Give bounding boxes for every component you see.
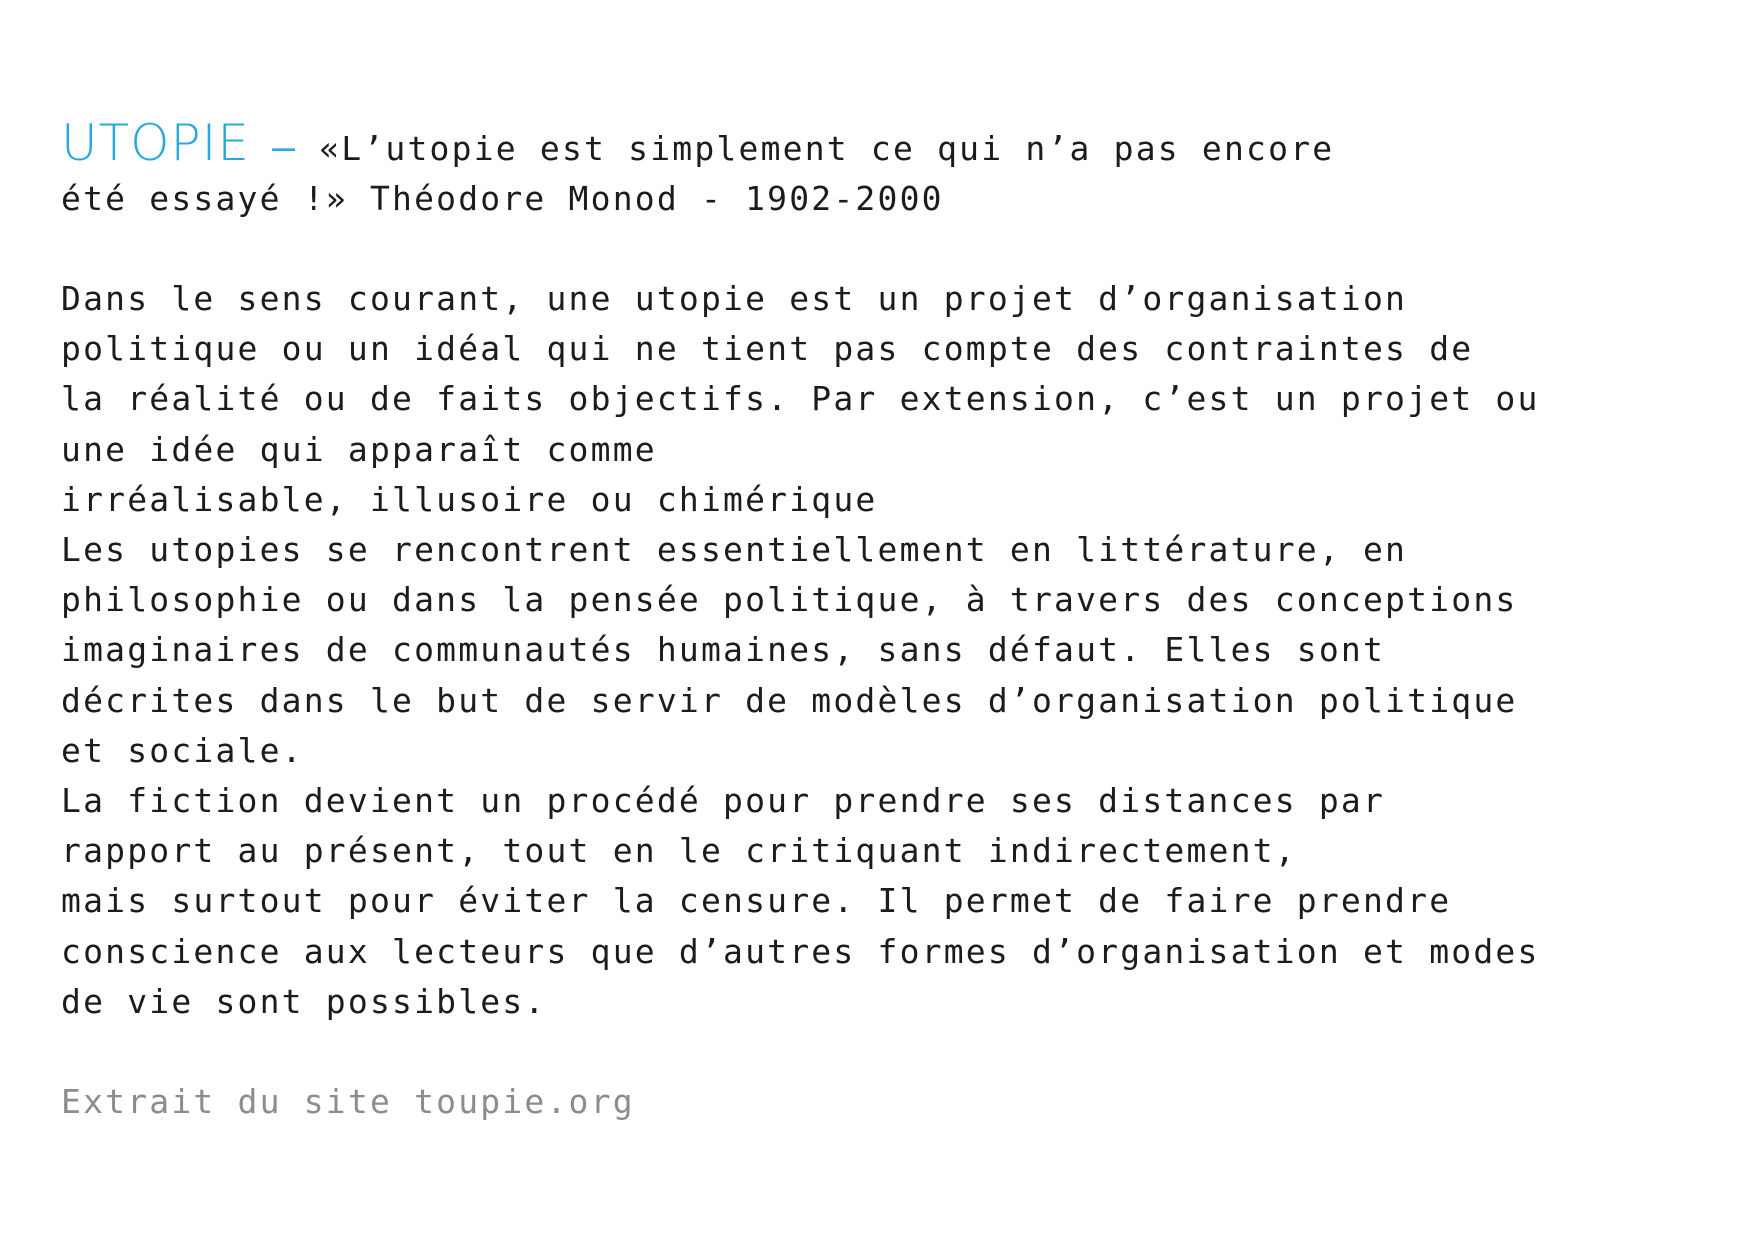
body-paragraphs	[61, 274, 1701, 1027]
body-line: Les utopies se rencontrent essentiellement en littérature, en	[61, 530, 1408, 570]
body-line: mais surtout pour éviter la censure. Il permet de faire prendre	[61, 881, 1452, 921]
body-line: politique ou un idéal qui ne tient pas compte des contraintes de	[61, 329, 1474, 369]
body-line: rapport au présent, tout en le critiquant indirectement,	[61, 831, 1297, 871]
heading-line-1	[61, 114, 1701, 174]
body-line: une idée qui apparaît comme	[61, 429, 657, 469]
body-line: et sociale.	[61, 730, 304, 770]
body-line: la réalité ou de faits objectifs. Par extension, c’est un projet ou	[61, 379, 1540, 419]
heading-dash: –	[272, 125, 298, 169]
body-line: irréalisable, illusoire ou chimérique	[61, 479, 878, 519]
body-line: imaginaires de communautés humaines, sans défaut. Elles sont	[61, 630, 1386, 670]
document-page	[61, 114, 1701, 1127]
body-line: Dans le sens courant, une utopie est un projet d’organisation	[61, 279, 1408, 318]
body-line: de vie sont possibles.	[61, 981, 547, 1021]
body-line: décrites dans le but de servir de modèles d’organisation politique	[61, 680, 1518, 720]
heading-line-2	[61, 174, 1701, 224]
body-line: conscience aux lecteurs que d’autres formes d’organisation et modes	[61, 931, 1540, 971]
body-line: philosophie ou dans la pensée politique, à travers des conceptions	[61, 580, 1518, 620]
source-credit: Extrait du site toupie.org	[61, 1082, 635, 1122]
heading-quote-line-1: «L’utopie est simplement ce qui n’a pas encore	[319, 129, 1335, 168]
heading-quote-line-2: été essayé !» Théodore Monod - 1902-2000	[61, 179, 944, 218]
body-line: La fiction devient un procédé pour prendre ses distances par	[61, 781, 1386, 821]
heading-title: UTOPIE	[61, 114, 250, 172]
